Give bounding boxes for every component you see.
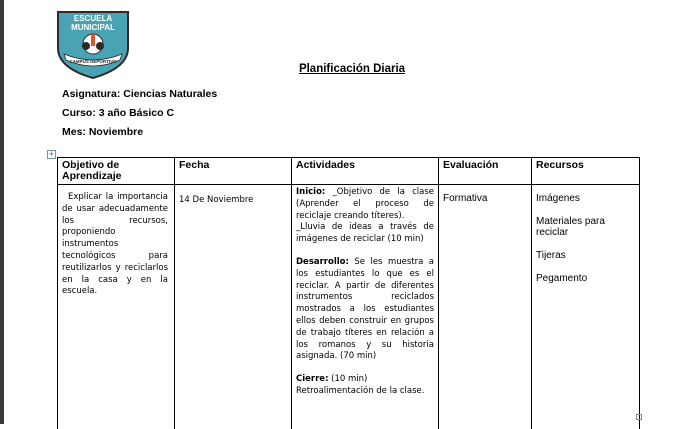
inicio-label: Inicio: — [296, 187, 325, 197]
planning-table — [57, 157, 640, 429]
resource-item: Imágenes — [536, 193, 635, 204]
logo-bottom-text: CAMPUS DEPORTIVO — [69, 59, 117, 64]
resources-cell[interactable] — [532, 185, 640, 429]
evaluation-cell[interactable]: Formativa — [439, 185, 532, 429]
page-title: Planificación Diaria — [0, 63, 700, 75]
table-resize-handle[interactable] — [636, 414, 642, 420]
table-move-handle[interactable]: + — [47, 150, 56, 159]
subject-line: Asignatura: Ciencias Naturales — [62, 88, 217, 100]
table-header-row — [58, 158, 640, 185]
inicio-text: _Objetivo de la clase (Aprender el proceso de reciclaje creando títeres). — [296, 187, 434, 221]
date-cell[interactable]: 14 De Noviembre — [175, 185, 292, 429]
desarrollo-label: Desarrollo: — [296, 257, 349, 267]
header-activities: Actividades — [292, 158, 439, 185]
resource-item: Tijeras — [536, 250, 635, 261]
course-line: Curso: 3 año Básico C — [62, 107, 174, 119]
cierre-label: Cierre: — [296, 374, 328, 384]
header-resources: Recursos — [532, 158, 640, 185]
objective-cell[interactable]: Explicar la importancia de usar adecuadamente los recursos, proponiendo instrumentos tecnológicos para reutilizarlos y reciclarlos en la casa y en la escuela. — [58, 185, 175, 429]
activities-cell[interactable] — [292, 185, 439, 429]
cierre-text: (10 min) — [328, 374, 367, 384]
resource-item: Pegamento — [536, 273, 635, 284]
header-date: Fecha — [175, 158, 292, 185]
table-row — [58, 185, 640, 429]
resource-item: Materiales para reciclar — [536, 216, 635, 238]
header-objective: Objetivo de Aprendizaje — [58, 158, 175, 185]
inicio-text-2: _Lluvia de ideas a través de imágenes de reciclar (10 min) — [296, 222, 434, 244]
header-evaluation: Evaluación — [439, 158, 532, 185]
desarrollo-text: Se les muestra a los estudiantes lo que es el reciclar. A partir de diferentes instrumentos reciclados mostrados a los estudiantes ellos deben construir en grupos de trabajo títeres en relación a los romanos y su historia asignada. (70 min) — [296, 257, 434, 361]
month-line: Mes: Noviembre — [62, 126, 143, 138]
cierre-text-2: Retroalimentación de la clase. — [296, 386, 425, 396]
logo-line1: ESCUELA — [74, 14, 112, 23]
logo-line2: MUNICIPAL — [71, 23, 115, 32]
